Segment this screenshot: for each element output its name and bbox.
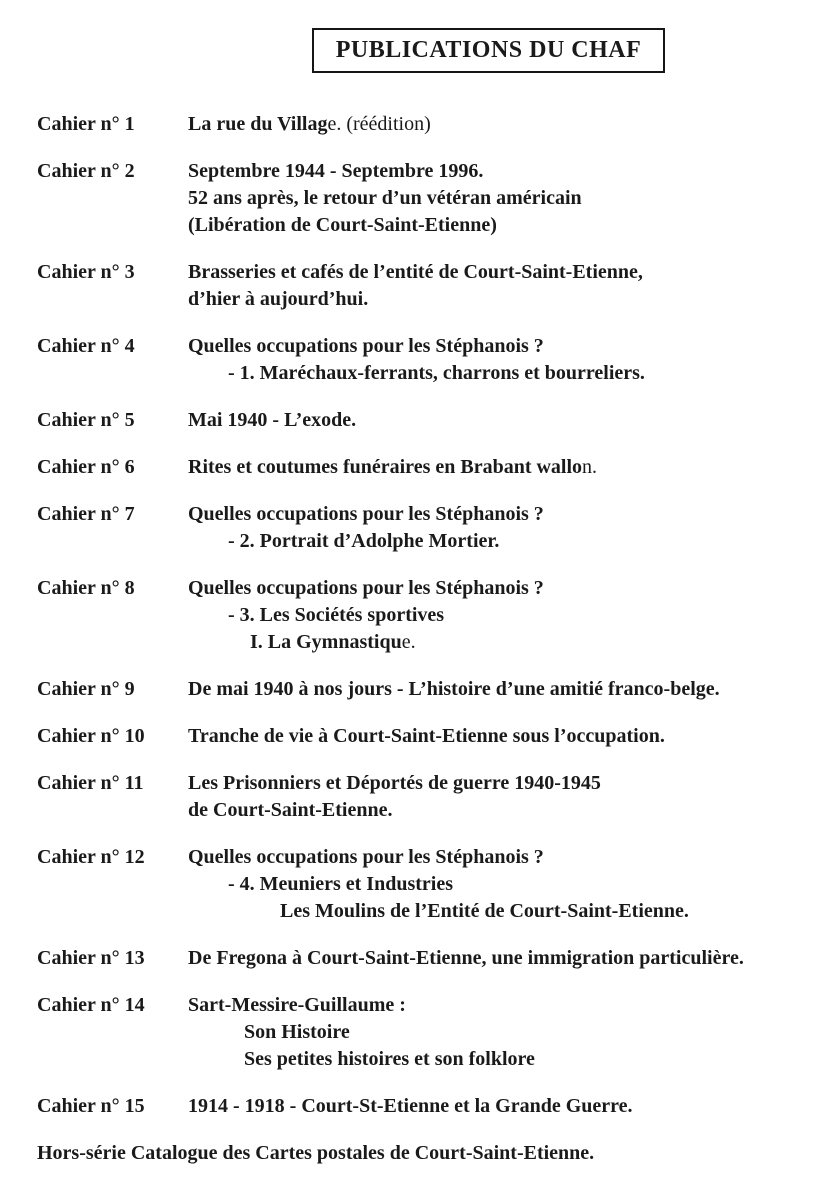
title-line <box>188 259 807 286</box>
title-lines <box>188 723 807 750</box>
title-lines <box>188 945 807 972</box>
cahier-label: Cahier n° 3 <box>37 261 135 283</box>
cahier-label: Cahier n° 15 <box>37 1095 145 1117</box>
title-segment-bold: Mai 1940 - L’exode. <box>188 409 357 431</box>
title-line <box>188 770 807 797</box>
title-segment-bold: Septembre 1944 - Septembre 1996. <box>188 160 484 182</box>
title-segment-bold: Quelles occupations pour les Stéphanois ? <box>188 577 544 599</box>
title-lines <box>188 844 807 925</box>
title-line <box>188 212 807 239</box>
title-segment-bold: Les Moulins de l’Entité de Court-Saint-Etienne. <box>280 900 689 922</box>
cahier-label: Cahier n° 12 <box>37 846 145 868</box>
title-lines <box>188 333 807 387</box>
list-item <box>37 945 807 972</box>
list-item <box>37 575 807 656</box>
cahier-label: Cahier n° 10 <box>37 725 145 747</box>
title-line <box>188 602 807 629</box>
publication-list <box>37 111 807 1120</box>
cahier-label: Cahier n° 8 <box>37 577 135 599</box>
title-segment-bold: - 4. Meuniers et Industries <box>228 873 453 895</box>
list-item <box>37 501 807 555</box>
title-line <box>188 158 807 185</box>
title-segment-bold: - 3. Les Sociétés sportives <box>228 604 445 626</box>
title-segment-regular: n. <box>582 456 598 478</box>
title-lines <box>188 158 807 239</box>
title-segment-bold: Ses petites histoires et son folklore <box>244 1048 535 1070</box>
title-line <box>188 185 807 212</box>
list-item <box>37 844 807 925</box>
title-segment-bold: 52 ans après, le retour d’un vétéran américain <box>188 187 582 209</box>
title-line <box>188 676 807 703</box>
title-line <box>188 1046 807 1073</box>
title-line <box>188 454 807 481</box>
title-segment-bold: Tranche de vie à Court-Saint-Etienne sous l’occupation. <box>188 725 665 747</box>
page-title <box>312 28 665 73</box>
title-lines <box>188 407 807 434</box>
page-title-text: PUBLICATIONS DU CHAF <box>335 37 642 63</box>
title-line <box>188 945 807 972</box>
title-line <box>188 407 807 434</box>
list-item <box>37 723 807 750</box>
title-segment-bold: De Fregona à Court-Saint-Etienne, une immigration particulière. <box>188 947 744 969</box>
list-item <box>37 111 807 138</box>
title-segment-bold: de Court-Saint-Etienne. <box>188 799 393 821</box>
title-line <box>188 898 807 925</box>
cahier-label: Cahier n° 2 <box>37 160 135 182</box>
title-lines <box>188 770 807 824</box>
title-segment-bold: Quelles occupations pour les Stéphanois ? <box>188 846 544 868</box>
title-segment-bold: Quelles occupations pour les Stéphanois ? <box>188 503 544 525</box>
title-line <box>188 575 807 602</box>
title-line <box>188 797 807 824</box>
title-segment-bold: (Libération de Court-Saint-Etienne) <box>188 214 497 236</box>
list-item <box>37 259 807 313</box>
cahier-label: Cahier n° 14 <box>37 994 145 1016</box>
title-segment-bold: 1914 - 1918 - Court-St-Etienne et la Grande Guerre. <box>188 1095 633 1117</box>
title-lines <box>188 501 807 555</box>
title-segment-regular: e. <box>401 631 416 653</box>
title-lines <box>188 676 807 703</box>
title-line <box>188 333 807 360</box>
cahier-label: Cahier n° 7 <box>37 503 135 525</box>
cahier-label: Cahier n° 9 <box>37 678 135 700</box>
title-lines <box>188 259 807 313</box>
list-item <box>37 333 807 387</box>
list-item <box>37 407 807 434</box>
title-segment-regular: e. (réédition) <box>327 113 431 135</box>
hors-serie-line <box>37 1140 807 1167</box>
title-line <box>188 992 807 1019</box>
title-segment-bold: - 1. Maréchaux-ferrants, charrons et bourreliers. <box>228 362 645 384</box>
cahier-label: Cahier n° 1 <box>37 113 135 135</box>
list-item <box>37 158 807 239</box>
title-segment-bold: Quelles occupations pour les Stéphanois ? <box>188 335 544 357</box>
title-line <box>188 871 807 898</box>
title-segment-bold: Brasseries et cafés de l’entité de Court-Saint-Etienne, <box>188 261 643 283</box>
list-item <box>37 770 807 824</box>
list-item <box>37 454 807 481</box>
title-line <box>188 844 807 871</box>
cahier-label: Cahier n° 13 <box>37 947 145 969</box>
title-line <box>188 360 807 387</box>
list-item <box>37 992 807 1073</box>
title-segment-bold: De mai 1940 à nos jours - L’histoire d’une amitié franco-belge. <box>188 678 720 700</box>
title-segment-bold: d’hier à aujourd’hui. <box>188 288 369 310</box>
title-line <box>188 501 807 528</box>
title-line <box>188 286 807 313</box>
title-lines <box>188 1093 807 1120</box>
title-segment-bold: - 2. Portrait d’Adolphe Mortier. <box>228 530 500 552</box>
title-line <box>188 111 807 138</box>
title-line <box>188 1019 807 1046</box>
title-segment-bold: Les Prisonniers et Déportés de guerre 1940-1945 <box>188 772 601 794</box>
cahier-label: Cahier n° 11 <box>37 772 144 794</box>
title-line <box>188 1093 807 1120</box>
title-line <box>188 723 807 750</box>
title-segment-bold: Son Histoire <box>244 1021 350 1043</box>
title-lines <box>188 454 807 481</box>
title-lines <box>188 992 807 1073</box>
cahier-label: Cahier n° 4 <box>37 335 135 357</box>
title-line <box>188 528 807 555</box>
cahier-label: Cahier n° 5 <box>37 409 135 431</box>
list-item <box>37 676 807 703</box>
title-lines <box>188 111 807 138</box>
title-line <box>188 629 807 656</box>
title-segment-bold: I. La Gymnastiqu <box>250 631 402 653</box>
title-segment-bold: La rue du Villag <box>188 113 328 135</box>
list-item <box>37 1093 807 1120</box>
cahier-label: Cahier n° 6 <box>37 456 135 478</box>
title-lines <box>188 575 807 656</box>
title-segment-bold: Sart-Messire-Guillaume : <box>188 994 406 1016</box>
hors-serie-text: Hors-série Catalogue des Cartes postales de Court-Saint-Etienne. <box>37 1142 595 1164</box>
title-segment-bold: Rites et coutumes funéraires en Brabant wallo <box>188 456 583 478</box>
